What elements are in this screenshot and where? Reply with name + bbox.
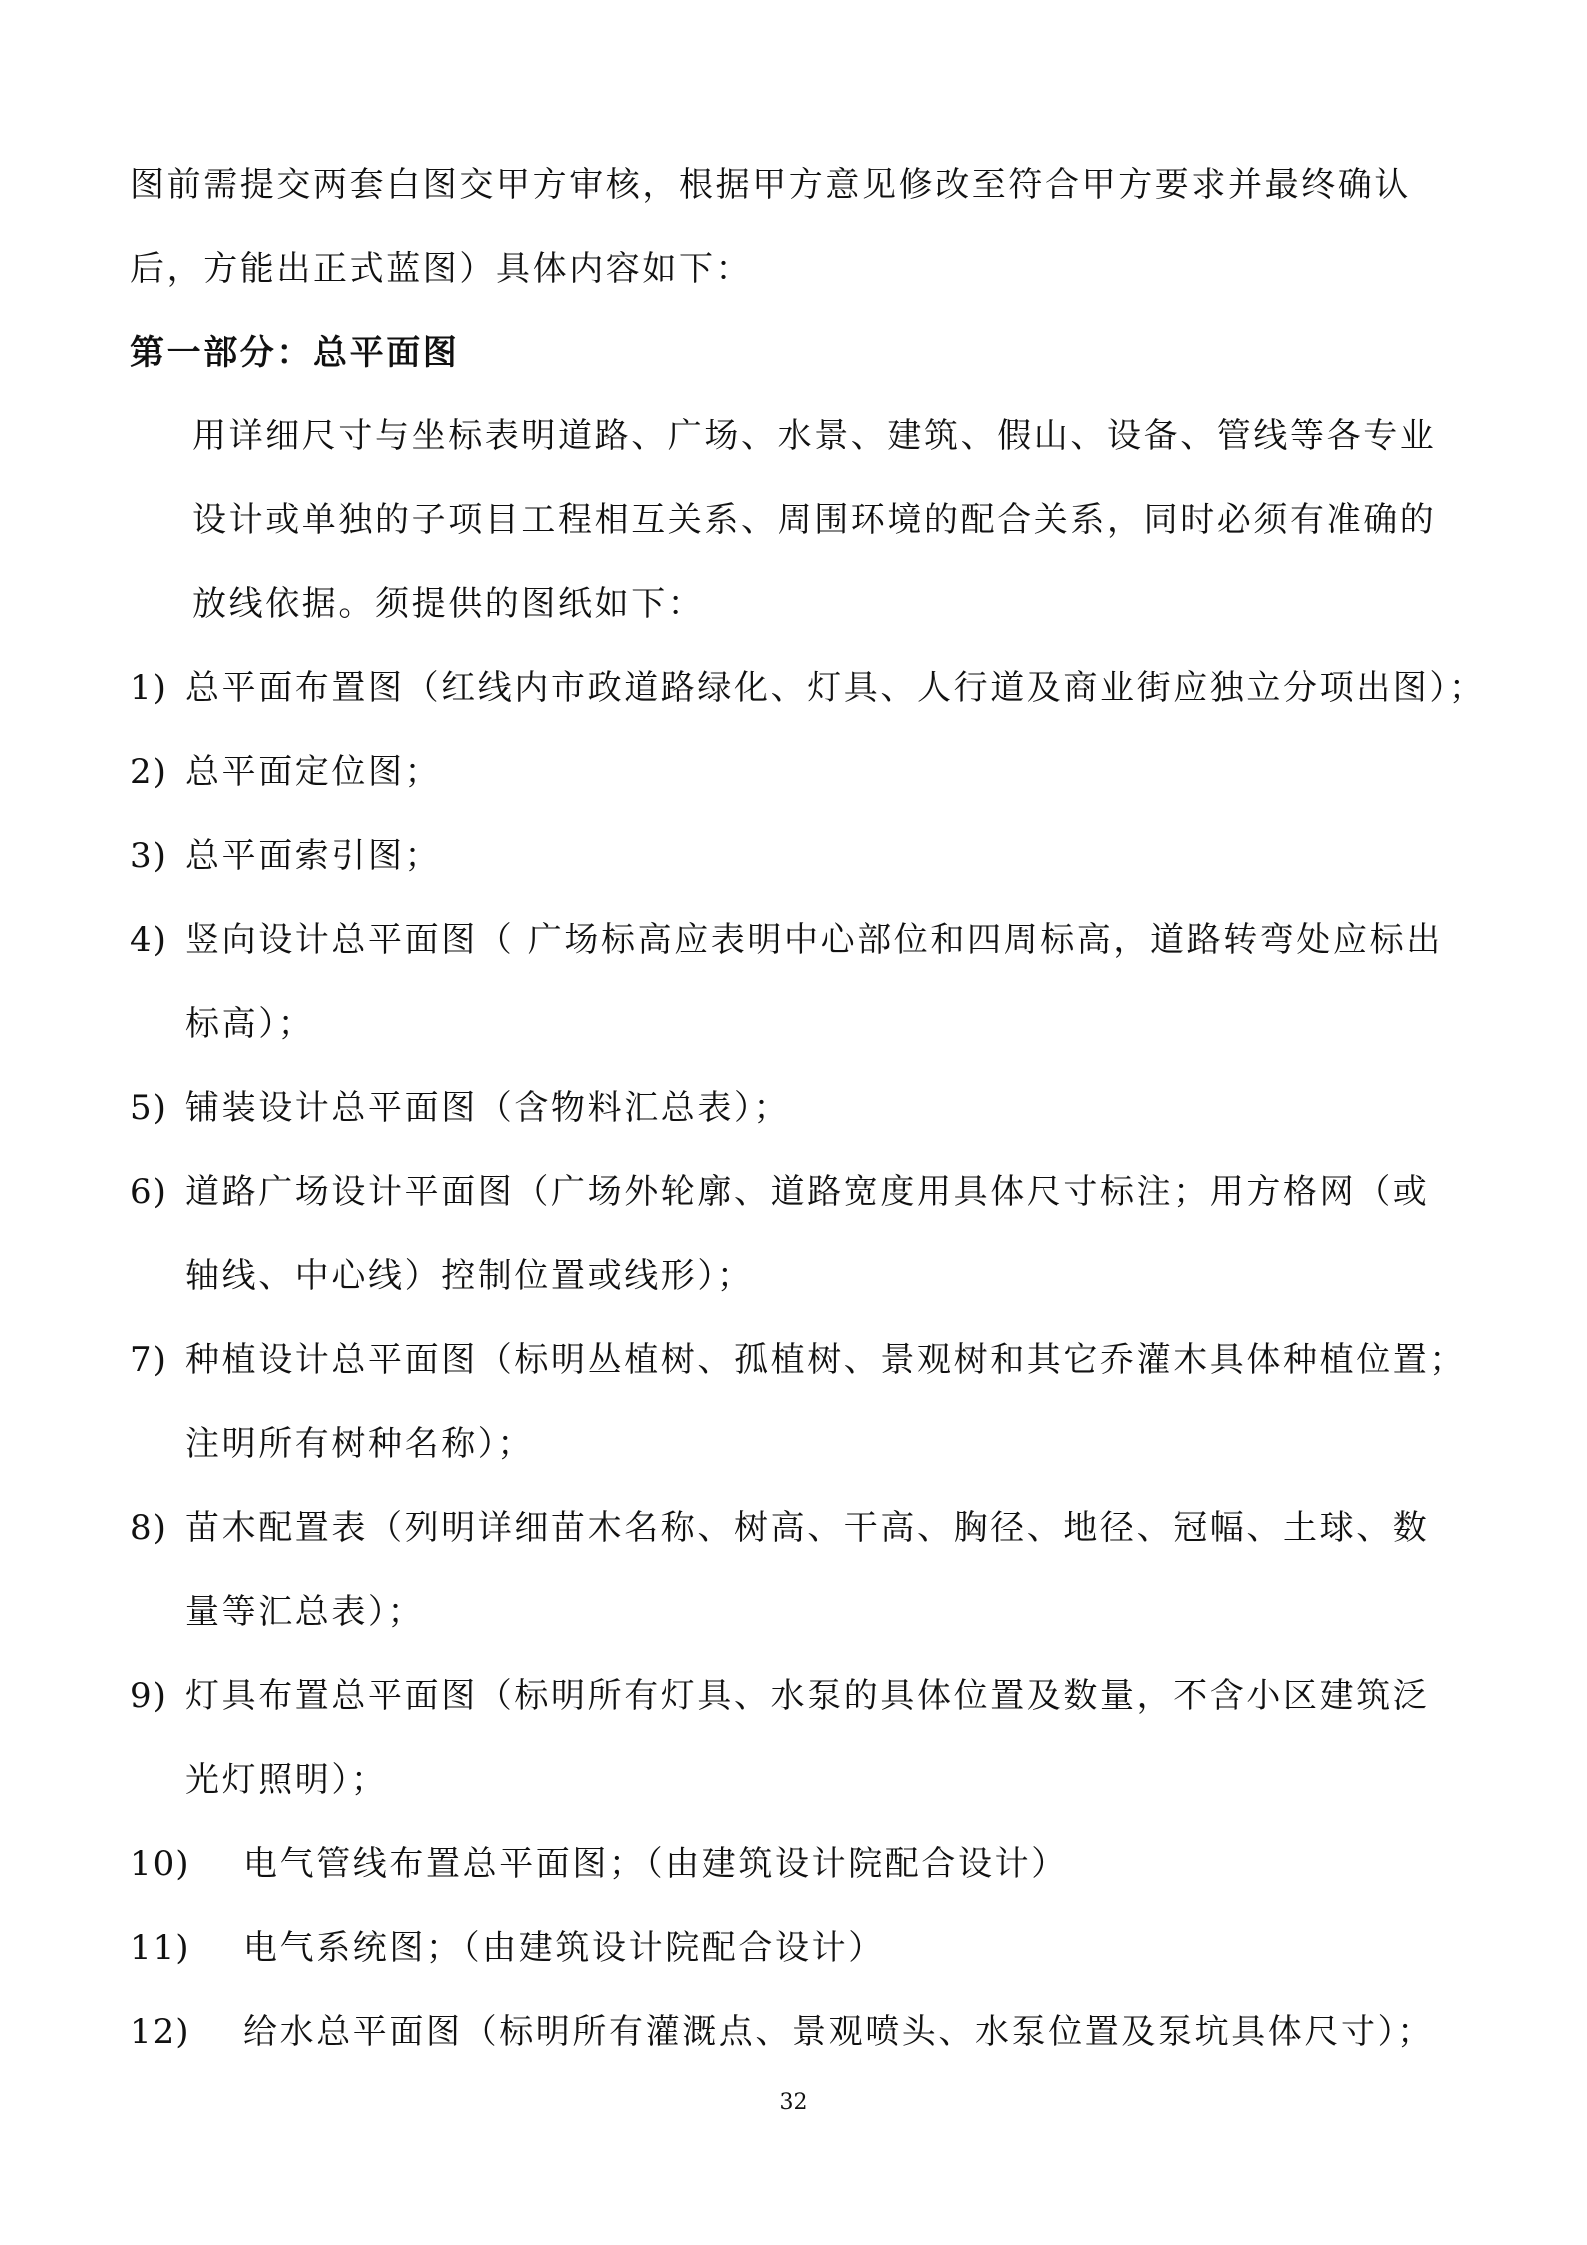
item-number: 11) — [130, 1928, 190, 1968]
item-text-cont: 标高）； — [185, 1004, 315, 1044]
item-text-cont: 光灯照明）； — [185, 1760, 388, 1800]
item-number: 6) — [130, 1172, 167, 1212]
section-heading: 第一部分：总平面图 — [130, 333, 460, 373]
item-text: 道路广场设计平面图（广场外轮廓、道路宽度用具体尺寸标注；用方格网（或 — [185, 1172, 1430, 1212]
intro-line-1: 图前需提交两套白图交甲方审核，根据甲方意见修改至符合甲方要求并最终确认 — [130, 165, 1411, 205]
section-para-line-1: 用详细尺寸与坐标表明道路、广场、水景、建筑、假山、设备、管线等各专业 — [192, 416, 1437, 456]
item-text: 铺装设计总平面图（含物料汇总表）； — [185, 1088, 791, 1128]
item-number: 5) — [130, 1088, 167, 1128]
item-number: 2) — [130, 752, 167, 792]
item-text: 灯具布置总平面图（标明所有灯具、水泵的具体位置及数量，不含小区建筑泛 — [185, 1676, 1430, 1716]
item-text: 总平面索引图； — [185, 836, 442, 876]
item-text: 电气管线布置总平面图；（由建筑设计院配合设计） — [243, 1844, 1068, 1884]
intro-line-2: 后，方能出正式蓝图）具体内容如下： — [130, 249, 753, 289]
item-number: 9) — [130, 1676, 167, 1716]
item-number: 7) — [130, 1340, 167, 1380]
item-text: 电气系统图；（由建筑设计院配合设计） — [243, 1928, 885, 1968]
item-number: 3) — [130, 836, 167, 876]
item-text: 苗木配置表（列明详细苗木名称、树高、干高、胸径、地径、冠幅、土球、数 — [185, 1508, 1430, 1548]
item-number: 1) — [130, 668, 167, 708]
item-text: 总平面布置图（红线内市政道路绿化、灯具、人行道及商业街应独立分项出图）； — [185, 668, 1486, 708]
item-number: 8) — [130, 1508, 167, 1548]
item-text: 竖向设计总平面图（ 广场标高应表明中心部位和四周标高，道路转弯处应标出 — [185, 920, 1443, 960]
page-number: 32 — [779, 2090, 808, 2115]
section-para-line-2: 设计或单独的子项目工程相互关系、周围环境的配合关系，同时必须有准确的 — [192, 500, 1437, 540]
item-text-cont: 轴线、中心线）控制位置或线形）； — [185, 1256, 754, 1296]
item-text-cont: 量等汇总表）； — [185, 1592, 425, 1632]
section-para-line-3: 放线依据。须提供的图纸如下： — [192, 584, 705, 624]
item-number: 10) — [130, 1844, 190, 1884]
item-text: 种植设计总平面图（标明丛植树、孤植树、景观树和其它乔灌木具体种植位置； — [185, 1340, 1466, 1380]
item-text: 总平面定位图； — [185, 752, 442, 792]
item-number: 4) — [130, 920, 167, 960]
item-text-cont: 注明所有树种名称）； — [185, 1424, 534, 1464]
item-text: 给水总平面图（标明所有灌溉点、景观喷头、水泵位置及泵坑具体尺寸）； — [243, 2012, 1434, 2052]
item-number: 12) — [130, 2012, 190, 2052]
